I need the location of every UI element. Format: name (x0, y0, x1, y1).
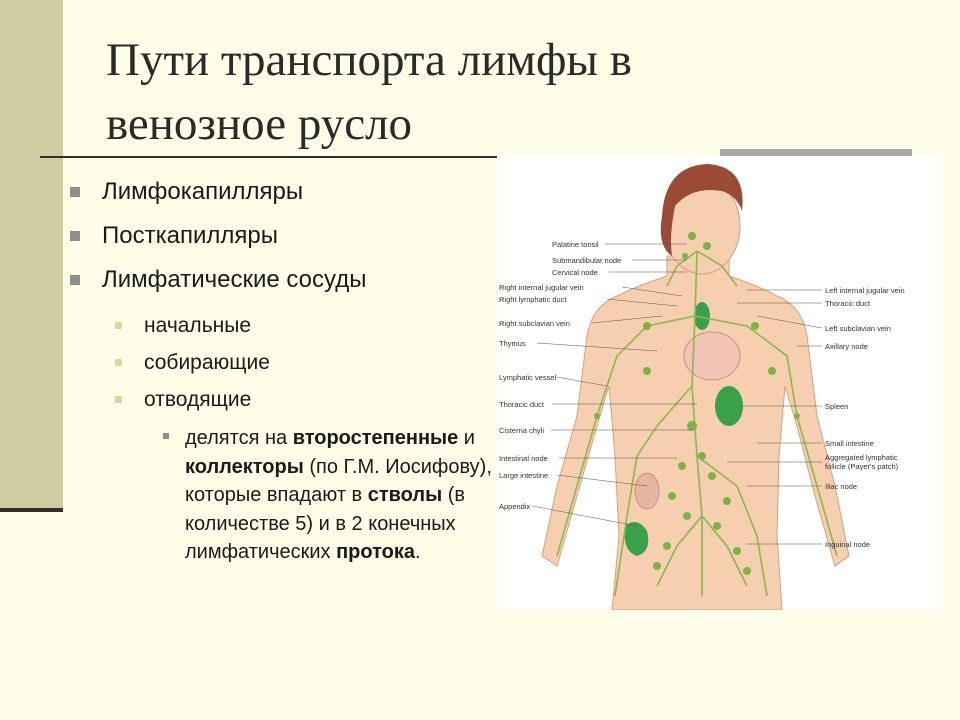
label-right-internal-jugular-vein: Right internal jugular vein (499, 283, 584, 292)
square-bullet-icon (70, 275, 80, 285)
label-right-subclavian-vein: Right subclavian vein (499, 319, 570, 328)
label-palatine-tonsil: Palatine tonsil (552, 240, 599, 249)
lymphatic-system-figure (497, 156, 942, 610)
bullet-item: Посткапилляры (70, 221, 490, 251)
label-large-intestine: Large intestine (499, 471, 549, 480)
sub-bullet-item: начальные (115, 313, 495, 339)
label-payers-patch: follicle (Payer's patch) (825, 462, 899, 471)
third-level-bullet (163, 424, 508, 567)
label-aggregated-lymphatic: Aggregated lymphatic (825, 453, 898, 462)
main-bullet-list (70, 177, 490, 309)
label-cisterna-chyli: Cisterna chyli (499, 426, 545, 435)
title-line-2: венозное русло (106, 98, 413, 150)
square-bullet-icon (115, 396, 122, 403)
square-bullet-icon (115, 359, 122, 366)
square-bullet-icon (70, 231, 80, 241)
label-axillary-node: Axillary node (825, 342, 868, 351)
label-left-subclavian-vein: Left subclavian vein (825, 324, 891, 333)
label-thoracic-duct-right: Thoracic duct (825, 299, 871, 308)
square-bullet-icon (163, 433, 169, 439)
figure-top-rule (720, 149, 912, 156)
left-decor-bar (0, 0, 63, 510)
label-inguinal-node: Inguinal node (825, 540, 871, 549)
label-right-lymphatic-duct: Right lymphatic duct (499, 295, 567, 304)
square-bullet-icon (115, 322, 122, 329)
label-left-internal-jugular-vein: Left internal jugular vein (825, 286, 905, 295)
label-spleen: Spleen (825, 402, 849, 411)
title-line-1: Пути транспорта лимфы в (106, 34, 632, 86)
sub-bullet-list (115, 313, 495, 424)
square-bullet-icon (70, 187, 80, 197)
label-cervical-node: Cervical node (552, 268, 598, 277)
label-appendix: Appendix (499, 502, 531, 511)
label-small-intestine: Small intestine (825, 439, 874, 448)
third-level-text: делятся на второстепенные и коллекторы (по Г.М. Иосифову), которые впадают в стволы (в количестве 5) и в 2 конечных лимфатических протока. (185, 427, 492, 564)
lymphatic-anatomy-illustration (497, 156, 942, 610)
sub-bullet-item: отводящие (115, 387, 495, 413)
label-lymphatic-vessel: Lymphatic vessel (499, 373, 557, 382)
title-underline (40, 156, 497, 158)
label-thymus: Thymus (499, 339, 526, 348)
bullet-item: Лимфатические сосуды (70, 265, 490, 295)
slide-title (106, 28, 866, 156)
bullet-item: Лимфокапилляры (70, 177, 490, 207)
sub-bullet-item: собирающие (115, 350, 495, 376)
label-iliac-node: Iliac node (825, 482, 858, 491)
left-decor-rule (0, 508, 63, 512)
label-intestinal-node: Intestinal node (499, 454, 548, 463)
label-thoracic-duct-left: Thoracic duct (499, 400, 545, 409)
label-submandibular-node: Submandibular node (552, 256, 622, 265)
